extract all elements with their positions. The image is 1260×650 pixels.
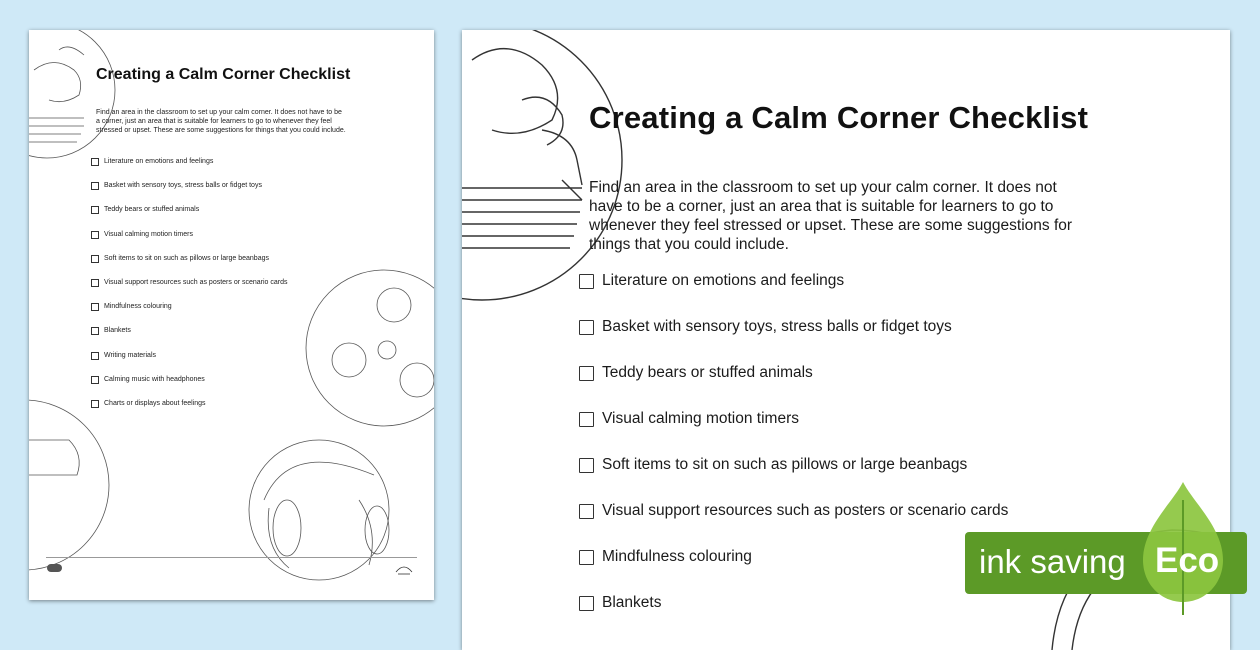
- checkbox-icon: [579, 596, 594, 611]
- checklist-item: [579, 502, 1008, 548]
- checklist-item: [91, 279, 288, 303]
- checklist-item: [91, 158, 288, 182]
- checklist-item-label: Visual support resources such as posters or scenario cards: [104, 278, 288, 286]
- checklist-item: [579, 594, 1008, 640]
- checklist-item-label: Blankets: [602, 594, 662, 611]
- checklist-item-label: Calming music with headphones: [104, 375, 205, 383]
- checkbox-icon: [91, 255, 99, 263]
- checklist: [579, 272, 1008, 640]
- checklist-item-label: Writing materials: [104, 351, 156, 359]
- checklist-item: [579, 364, 1008, 410]
- intro-text: Find an area in the classroom to set up your calm corner. It does not have to be a corner, just an area that is suitable for learners to go to whenever they feel stressed or upset. These are some suggestions for things that you could include.: [96, 109, 346, 134]
- checklist-item: [579, 410, 1008, 456]
- checklist-item: [91, 327, 288, 351]
- checkbox-icon: [91, 400, 99, 408]
- checklist-item-label: Visual calming motion timers: [104, 230, 193, 238]
- checkbox-icon: [579, 550, 594, 565]
- checkbox-icon: [91, 182, 99, 190]
- checklist-item: [91, 376, 288, 400]
- checkbox-icon: [91, 327, 99, 335]
- checklist-item-label: Visual calming motion timers: [602, 410, 799, 427]
- checklist-item-label: Mindfulness colouring: [602, 548, 752, 565]
- checkbox-icon: [579, 412, 594, 427]
- intro-text: Find an area in the classroom to set up your calm corner. It does not have to be a corner, just an area that is suitable for learners to go to whenever they feel stressed or upset. These are some suggestions for things that you could include.: [589, 179, 1073, 253]
- checklist-item-label: Charts or displays about feelings: [104, 399, 206, 407]
- checklist-item-label: Literature on emotions and feelings: [104, 158, 214, 165]
- checkbox-icon: [579, 320, 594, 335]
- checkbox-icon: [91, 279, 99, 287]
- checklist-item-label: Teddy bears or stuffed animals: [602, 364, 813, 381]
- checklist-item-label: Teddy bears or stuffed animals: [104, 206, 200, 214]
- checkbox-icon: [91, 303, 99, 311]
- brand-mark-icon: [394, 562, 414, 578]
- checklist-item-label: Basket with sensory toys, stress balls or fidget toys: [104, 182, 262, 190]
- checkbox-icon: [91, 376, 99, 384]
- preview-page-thumbnail: [29, 30, 434, 600]
- checklist-item-label: Soft items to sit on such as pillows or large beanbags: [602, 456, 968, 473]
- checklist-item: [91, 206, 288, 230]
- brand-logo-icon: [47, 564, 62, 572]
- checklist-item: [579, 456, 1008, 502]
- checklist-item-label: Visual support resources such as posters or scenario cards: [602, 502, 1009, 519]
- checklist-item: [91, 182, 288, 206]
- checkbox-icon: [579, 366, 594, 381]
- checklist-item: [91, 400, 288, 424]
- checklist-item-label: Literature on emotions and feelings: [602, 272, 845, 289]
- checklist: [91, 158, 288, 424]
- checklist-item: [579, 272, 1008, 318]
- footer-divider: [46, 557, 417, 558]
- checklist-item: [579, 318, 1008, 364]
- badge-label: Eco: [1155, 541, 1220, 580]
- page-title: Creating a Calm Corner Checklist: [96, 66, 351, 83]
- eco-ink-saving-badge: [965, 480, 1255, 625]
- checklist-item-label: Basket with sensory toys, stress balls or fidget toys: [602, 318, 952, 335]
- checklist-item: [91, 303, 288, 327]
- checkbox-icon: [579, 504, 594, 519]
- checklist-item: [579, 548, 1008, 594]
- checklist-item-label: Blankets: [104, 327, 131, 335]
- checklist-item-label: Mindfulness colouring: [104, 303, 172, 311]
- checkbox-icon: [579, 274, 594, 289]
- checkbox-icon: [91, 231, 99, 239]
- checkbox-icon: [91, 206, 99, 214]
- checkbox-icon: [91, 158, 99, 166]
- checklist-item: [91, 352, 288, 376]
- checklist-item: [91, 231, 288, 255]
- checkbox-icon: [579, 458, 594, 473]
- badge-text: ink saving: [979, 543, 1126, 580]
- checklist-item-label: Soft items to sit on such as pillows or large beanbags: [104, 254, 269, 262]
- checkbox-icon: [91, 352, 99, 360]
- page-title: Creating a Calm Corner Checklist: [589, 100, 1089, 135]
- checklist-item: [91, 255, 288, 279]
